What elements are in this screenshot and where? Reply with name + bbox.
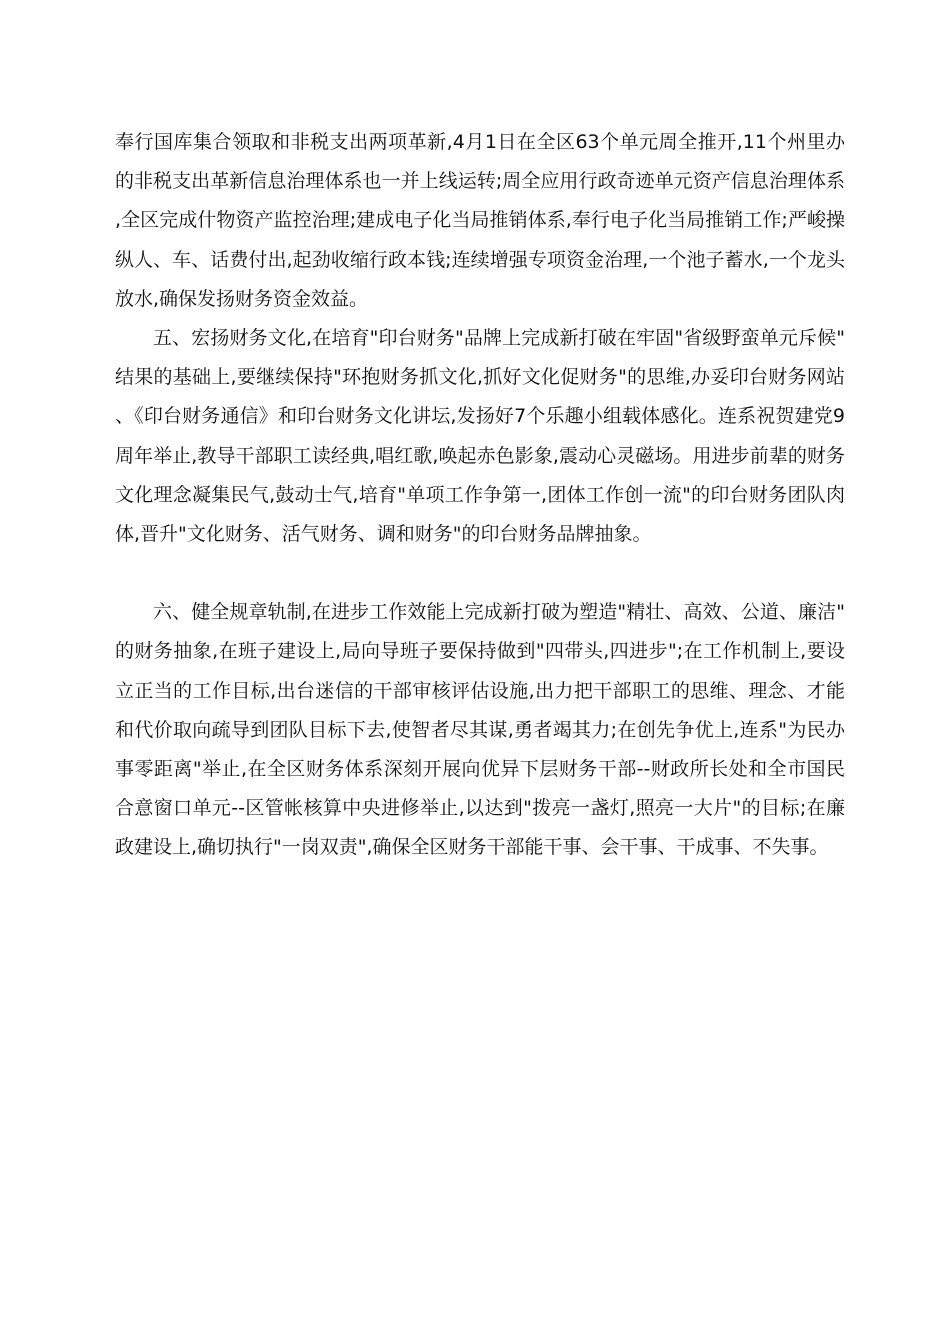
paragraph-reform-continuation: 奉行国库集合领取和非税支出两项革新,4月1日在全区63个单元周全推开,11个州里办的非税支出革新信息治理体系也一并上线运转;周全应用行政奇迹单元资产信息治理体系,全区完成什物资产监控治理;建成电子化当局推销体系,奉行电子化当局推销工作;严峻操纵人、车、话费付出,起劲收缩行政本钱;连续增强专项资金治理,一个池子蓄水,一个龙头放水,确保发扬财务资金效益。	[115, 131, 845, 310]
paragraph-section-five-finance-culture: 五、宏扬财务文化,在培育"印台财务"品牌上完成新打破在牢固"省级野蛮单元斥候"结果的基础上,要继续保持"环抱财务抓文化,抓好文化促财务"的思维,办妥印台财务网站、《印台财务通信》和印台财务文化讲坛,发扬好7个乐趣小组载体感化。连系祝贺建党9周年举止,教导干部职工读经典,唱红歌,唤起赤色影象,震动心灵磁场。用进步前辈的财务文化理念凝集民气,鼓动士气,培育"单项工作争第一,团体工作创一流"的印台财务团队肉体,晋升"文化财务、活气财务、调和财务"的印台财务品牌抽象。	[115, 327, 845, 546]
paragraph-spacer	[115, 554, 845, 593]
document-body	[115, 123, 845, 868]
paragraph-section-six-rules-system: 六、健全规章轨制,在进步工作效能上完成新打破为塑造"精壮、高效、公道、廉洁"的财务抽象,在班子建设上,局向导班子要保持做到"四带头,四进步";在工作机制上,要设立正当的工作目标,出台迷信的干部审核评估设施,出力把干部职工的思维、理念、才能和代价取向疏导到团队目标下去,使智者尽其谋,勇者竭其力;在创先争优上,连系"为民办事零距离"举止,在全区财务体系深刻开展向优异下层财务干部--财政所长处和全市国民合意窗口单元--区管帐核算中央进修举止,以达到"拨亮一盏灯,照亮一大片"的目标;在廉政建设上,确切执行"一岗双责",确保全区财务干部能干事、会干事、干成事、不失事。	[115, 601, 845, 859]
